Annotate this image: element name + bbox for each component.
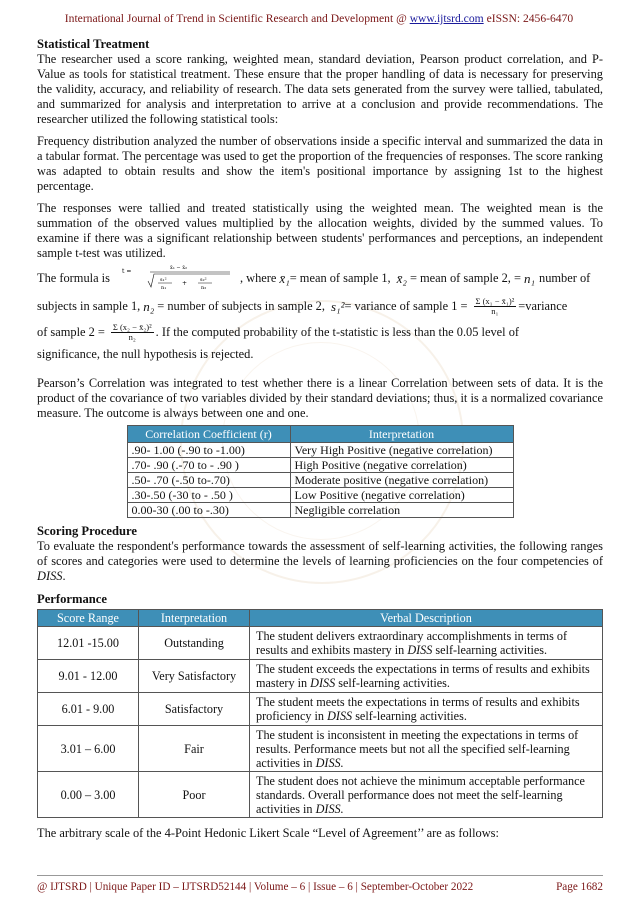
svg-text:+: + — [181, 280, 187, 287]
table-row: 0.00 – 3.00 Poor The student does not achieve the minimum acceptable performance standards. Overall performance does not meet the self-learning activities in DISS. — [38, 772, 603, 818]
s1-symbol: s₁² — [330, 298, 345, 314]
formula-line-3 — [37, 319, 603, 345]
closing-paragraph: The arbitrary scale of the 4-Point Hedonic Likert Scale “Level of Agreement’’ are as follows: — [37, 826, 499, 840]
scoring-heading: Scoring Procedure — [37, 524, 137, 538]
corr-header-coefficient: Correlation Coefficient (r) — [127, 426, 290, 443]
table-row: .70- .90 (.-70 to - .90 ) High Positive (negative correlation) — [127, 458, 513, 473]
n1-definition: number of — [539, 270, 591, 285]
table-row: 6.01 - 9.00 Satisfactory The student meets the expectations in terms of results and exhibits proficiency in DISS self-learning activities. — [38, 693, 603, 726]
svg-text:t =: t = — [121, 268, 132, 275]
perf-header-description: Verbal Description — [250, 610, 603, 627]
svg-text:n₁: n₁ — [160, 285, 167, 291]
frequency-paragraph: Frequency distribution analyzed the number of observations inside a specific interval and summarized the data in a tabular format. The percentage was used to get the proportion of the frequencies of responses. The score ranking was adapted to obtain results and show the item's positional importance by assigning 1st to the highest percentage. — [37, 134, 603, 193]
n2-definition: = number of subjects in sample 2, — [157, 298, 325, 313]
x2-symbol: x̄₂ — [396, 270, 407, 286]
line3-rest: . If the computed probability of the t-statistic is less than the 0.05 level of — [155, 324, 520, 339]
journal-title: International Journal of Trend in Scientific Research and Development @ — [64, 12, 407, 25]
page-footer — [37, 881, 603, 893]
svg-text:x̄₁ − x̄₂: x̄₁ − x̄₂ — [169, 265, 187, 271]
s1-definition: = variance of sample 1 = — [344, 298, 468, 313]
perf-header-interpretation: Interpretation — [139, 610, 250, 627]
formula-intro: The formula is — [37, 270, 110, 285]
svg-text:s₁²: s₁² — [159, 277, 167, 283]
correlation-table — [127, 425, 514, 518]
table-row: .30-.50 (-30 to - .50 ) Low Positive (negative correlation) — [127, 488, 513, 503]
table-row: .50- .70 (-.50 to-.70) Moderate positive (negative correlation) — [127, 473, 513, 488]
table-row: 0.00-30 (.00 to -.30) Negligible correlation — [127, 503, 513, 518]
footer-citation: @ IJTSRD | Unique Paper ID – IJTSRD52144 | Volume – 6 | Issue – 6 | September-October 2022 — [37, 881, 474, 893]
t-test-formula-graphic — [120, 263, 240, 293]
weighted-mean-paragraph: The responses were tallied and treated statistically using the weighted mean. The weighted mean is the summation of the observed values multiplied by the allocation weights, divided by the summed values. To examine if there was a significant relationship between students' performances and perceptions, an independent sample t-test was utilized. — [37, 201, 603, 260]
svg-text:s₂²: s₂² — [199, 277, 207, 283]
table-row: 9.01 - 12.00 Very Satisfactory The student exceeds the expectations in terms of results and exhibits mastery in DISS self-learning activities. — [38, 660, 603, 693]
variance-fraction-2: $\frac{\text{Σ (x₂ − x̄₂)²}}{\text{n₂}}$ — [112, 321, 152, 342]
statistical-treatment-heading: Statistical Treatment — [37, 37, 150, 51]
x2-definition: = mean of sample 2, = — [409, 270, 521, 285]
svg-text:n₂: n₂ — [200, 285, 207, 291]
perf-header-range: Score Range — [38, 610, 139, 627]
n1-symbol: n₁ — [523, 270, 535, 286]
line3-text: of sample 2 = — [37, 324, 105, 339]
footer-divider — [37, 875, 603, 876]
performance-heading: Performance — [37, 592, 107, 606]
pearson-paragraph: Pearson’s Correlation was integrated to test whether there is a linear Correlation between sets of data. It is the product of the covariance of two variables divided by their standard deviations; thus, it is a normalized covariance measure. The outcome is always between one and one. — [37, 376, 603, 420]
table-row: 12.01 -15.00 Outstanding The student delivers extraordinary accomplishments in terms of results and exhibits mastery in DISS self-learning activities. — [38, 627, 603, 660]
null-hypothesis-line: significance, the null hypothesis is rejected. — [37, 347, 254, 361]
x1-definition: = mean of sample 1, — [289, 270, 391, 285]
variance-word: =variance — [518, 298, 568, 313]
journal-issn: eISSN: 2456-6470 — [486, 12, 574, 25]
journal-link[interactable]: www.ijtsrd.com — [409, 12, 484, 25]
formula-where: , where — [239, 270, 277, 285]
formula-line-2 — [37, 293, 603, 319]
page-header — [0, 12, 638, 25]
statistical-treatment-paragraph: The researcher used a score ranking, weighted mean, standard deviation, Pearson product correlation, and P-Value as tools for statistical treatment. These ensure that the proper handling of data is necessary for preserving the validity, accuracy, and reliability of research. The data sets generated from the survey were tallied, tabulated, and summarized for analysis and interpretation to arrive at a conclusion and provide recommendations. The researcher utilized the following statistical tools: — [37, 52, 603, 126]
n2-symbol: n₂ — [143, 298, 155, 314]
formula-line-1 — [37, 263, 603, 293]
table-row: .90- 1.00 (-.90 to -1.00) Very High Positive (negative correlation) — [127, 443, 513, 458]
performance-table — [37, 609, 603, 818]
line2-text: subjects in sample 1, — [37, 298, 141, 313]
variance-fraction-1: $\frac{\text{Σ (x₁ − x̄₁)²}}{\text{n₁}}$ — [475, 295, 515, 316]
page-content — [37, 37, 603, 841]
x1-symbol: x̄₁ — [279, 270, 290, 286]
scoring-paragraph: To evaluate the respondent's performance towards the assessment of self-learning activities, the following ranges of scores and categories were used to determine the levels of learning proficiencies on the four competencies of DISS. — [37, 539, 603, 583]
table-row: 3.01 – 6.00 Fair The student is inconsistent in meeting the expectations in terms of results. Performance meets but not all the specified self-learning activities in DISS. — [38, 726, 603, 772]
corr-header-interpretation: Interpretation — [290, 426, 513, 443]
page-number: Page 1682 — [556, 881, 603, 893]
